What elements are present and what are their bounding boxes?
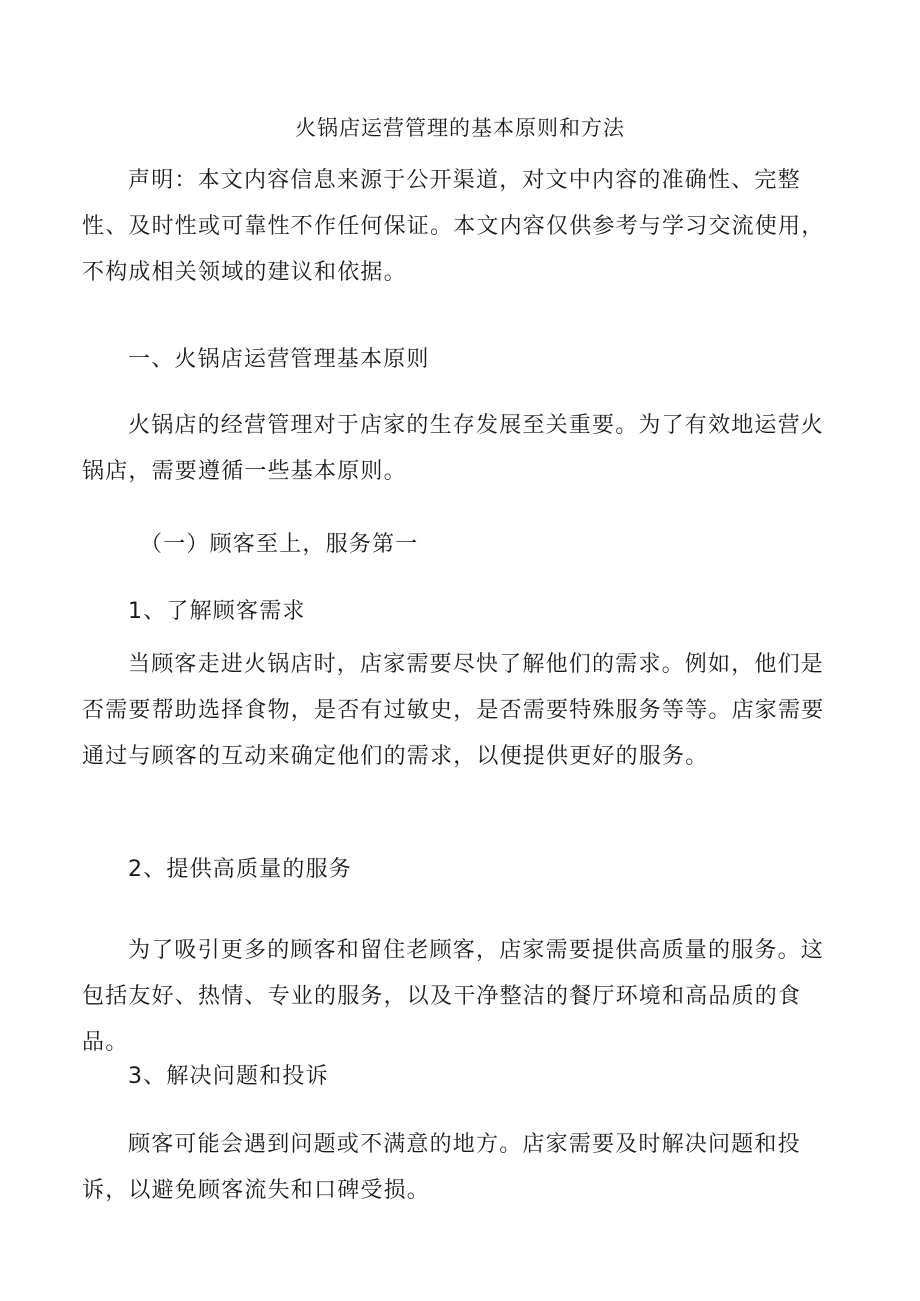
section-heading-1: 一、火锅店运营管理基本原则 xyxy=(128,347,430,372)
item-heading-2: 2、提供高质量的服务 xyxy=(128,857,352,882)
subsection-heading-1: （一）顾客至上，服务第一 xyxy=(140,532,419,557)
item-body-3: 顾客可能会遇到问题或不满意的地方。店家需要及时解决问题和投诉，以避免顾客流失和口碑受损。 xyxy=(82,1132,801,1203)
item-heading-1: 1、了解顾客需求 xyxy=(128,599,306,624)
item-body-1: 当顾客走进火锅店时，店家需要尽快了解他们的需求。例如，他们是否需要帮助选择食物，是否有过敏史，是否需要特殊服务等等。店家需要通过与顾客的互动来确定他们的需求，以便提供更好的服务。 xyxy=(82,652,825,769)
document-title: 火锅店运营管理的基本原则和方法 xyxy=(295,116,625,140)
item-heading-3: 3、解决问题和投诉 xyxy=(128,1064,329,1089)
item-body-2: 为了吸引更多的顾客和留住老顾客，店家需要提供高质量的服务。这包括友好、热情、专业的服务，以及干净整洁的餐厅环境和高品质的食品。 xyxy=(82,938,825,1055)
disclaimer-paragraph: 声明：本文内容信息来源于公开渠道，对文中内容的准确性、完整性、及时性或可靠性不作任何保证。本文内容仅供参考与学习交流使用，不构成相关领域的建议和依据。 xyxy=(82,168,825,285)
section-intro-paragraph: 火锅店的经营管理对于店家的生存发展至关重要。为了有效地运营火锅店，需要遵循一些基本原则。 xyxy=(82,413,825,484)
